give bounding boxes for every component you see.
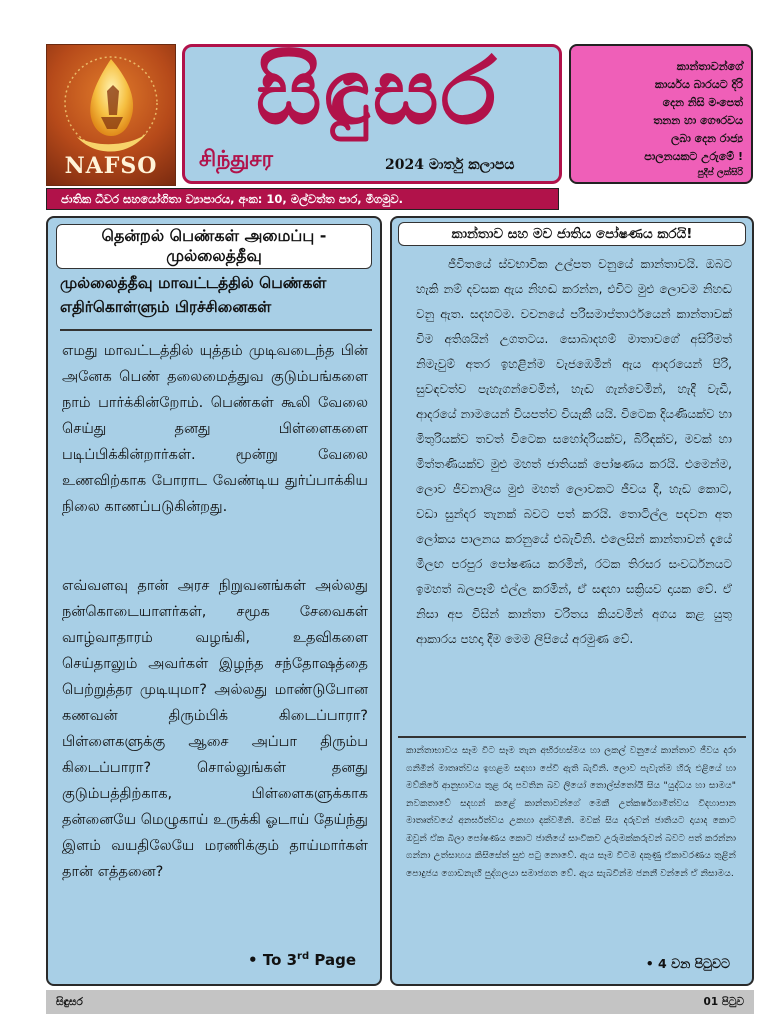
right-article-column (390, 216, 754, 986)
quote-line: කාන්තාවන්ගේ (676, 60, 743, 73)
left-article-heading: தென்றல் பெண்கள் அமைப்பு - முல்லைத்தீவு (56, 224, 372, 269)
newsletter-title-sinhala: සිඳුසර (255, 37, 499, 145)
continued-text-pre: • To 3 (248, 951, 298, 969)
right-article-body (416, 252, 732, 652)
divider (60, 329, 372, 331)
continued-text-post: Page (309, 951, 356, 969)
continued-link[interactable] (248, 951, 356, 969)
continued-link[interactable]: • 4 වන පිටුවට (645, 956, 730, 971)
issue-date: 2024 මාර්තු කලාපය (385, 157, 515, 173)
left-article-subheading: முல்லைத்தீவு மாவட்டத்தில் பெண்கள் எதிர்கொள்ளும் பிரச்சினைகள் (60, 274, 327, 316)
quote-box (569, 44, 753, 184)
quote-line: තනන හා ගෞරවය (653, 114, 743, 127)
left-article-column (46, 216, 382, 986)
page-footer (46, 990, 754, 1014)
right-article-heading: කාන්තාව සහ මව ජාතිය පෝෂණය කරයි! (398, 222, 746, 246)
footer-title: සිඳුසර (56, 996, 83, 1008)
quote-line: කාර්යය බාරයට දිරි (654, 78, 743, 91)
left-article-paragraph: எமது மாவட்டத்தில் யுத்தம் முடிவடைந்த பின் அனேக பெண் தலைமைத்துவ குடும்பங்களை நாம் பார்க்கின்றோம். பெண்கள் கூலி வேலை செய்து தனது பிள்ளைகளை படிப்பிக்கின்றார்கள். மூன்று வேலை உணவிற்காக போராட வேண்டிய துர்ப்பாக்கிய நிலை காணப்படுகின்றது. (62, 343, 368, 515)
page-number: 01 පිටුව (703, 996, 744, 1008)
newsletter-title-tamil: சிந்துசர (199, 147, 273, 172)
right-article-small-text: කාන්තාභාවය සෑම විට සෑම තැන අභිරහස්මය හා ලකල් වනුයේ කාන්තාව ජීවය දරා ගනිමින් මාතෘත්වය ඉහළම සඳහා පේවි ඇති බැවිනි. ලොව පැවැත්ම හිරු එළියේ හා මව්කිරේ ආනුභාවය තුළ රදා පවතින බව ලියෝ තොල්ස්තෝයි සිය "යුද්ධය හා සාමය" නවකතාවේ සදහන් කළේ කාන්තාවන්ගේ මෙකී උත්කර්ෂගාමිත්වය විදහාපාන මාතෘත්වයේ අනර්ඝත්වය උකහා දක්වමිනි. මවක් සිය දරුවන් ජාතියට දායාද කොට ඔවුන් ඒක බිලා පෝෂණය කොට ජාතියේ සාංවිකච උරුමක්කරුවන් බවට පත් කරන්නා ගන්නා උත්සාහය කිසිසේත් සුළු පටු නොවේ. ඇය සෑම විටම දකුණු ඒකාවරණය තුළින් පොදුජය ගොඩනැඟී පුද්ගලයා සමාජගත වේ. ඇය සැබවින්ම ජනනී වන්නේ ඒ නිසාමය. (406, 745, 736, 879)
continued-ordinal: rd (297, 951, 310, 962)
quote-line: පාලනයකට උරුමේ ! (644, 150, 743, 163)
nafso-logo (46, 44, 176, 186)
masthead-title-box (182, 37, 562, 184)
logo-text: NAFSO (64, 153, 158, 179)
quote-line: දෙන නිසි මංපෙත් (662, 96, 743, 109)
quote-line: ලබා දෙන රාජ්‍ය (670, 132, 743, 145)
quote-author: පුදීප් ලක්සිරි (697, 168, 743, 178)
divider (398, 736, 746, 738)
left-article-paragraph: எவ்வளவு தான் அரச நிறுவனங்கள் அல்லது நன்கொடையாளர்கள், சமூக சேவைகள் வாழ்வாதாரம் வழங்கி, உதவிகளை செய்தாலும் அவர்கள் இழந்த சந்தோஷத்தை பெற்றுத்தர முடியுமா? அல்லது மாண்டுபோன கணவன் திரும்பிக் கிடைப்பாரா? பிள்ளைகளுக்கு ஆசை அப்பா திரும்ப கிடைப்பாரா? சொல்லுங்கள் தனது குடும்பத்திற்காக, பிள்ளைகளுக்காக தன்னையே மெழுகாய் உருக்கி ஓடாய் தேய்ந்து இளம் வயதிலேயே மரணிக்கும் தாய்மார்கள் தான் எத்தனை? (62, 578, 368, 880)
organization-address-bar: ජාතික ධීවර සහයෝගිතා ව්‍යාපාරය, අංක: 10, මල්වත්ත පාර, මීගමුව. (46, 188, 559, 210)
right-article-text: ජීවිතයේ ස්වභාවික උල්පත වනුයේ කාන්තාවයි. ඔබට හැකි නම් දවසක ඇය නිහඬ කරන්න, එවිට මුළු ලොවම නිහඬ වනු ඇත. සදහටම. වචනයේ පරිසමාප්තාර්ථයෙන් කාන්තාවක් විම අතිශයින් උගතටය. සොබාදහම් මාතාවගේ අසිරිමත් නිමැවුම් අතර ඉහළින්ම වැජඹෙමින් ඇය ආදරයෙන් පිරි, සුවඳවත්ව පැහැගන්වෙමින්, හැඬ ගැන්වෙමින්, හැදී වැඩී, ආදරයේ නාමයෙන් වියපත්ව වියැකී යයි. විටෙක දියණියක්ව හා මිතුරියක්ව තවත් විටෙක සහෝදරියක්ව, බිරිඳක්ව, මවක් හා මිත්තණියක්ව මුළු මහත් ජාතියක් පෝෂණය කරයි. එමෙන්ම, ලොව ජීවනාලිය මුළු මහත් ලොවකට ජීවය දී, හැඩ කොට, වඩා සුන්දර තැනක් බවට පත් කරයි. තොටිල්ල පදවන අත ලෝකය පාලනය කරනුයේ එබැවිනි. එලෙසින් කාන්තාවන් දැයේ මීලඟ පරපුර පෝෂණය කරමින්, රටක තිරසර සංවර්ධනයට ඉමහත් බලපෑම් එල්ල කරමින්, ඒ සඳහා සක්‍රියව දායක වේ. ඒ නිසා අප විසින් කාන්තා චරිතය කියවමින් අගය කළ යුතු ආකාරය පහදා දීම මෙම ලිපියේ අරමුණ වේ. (416, 257, 732, 646)
